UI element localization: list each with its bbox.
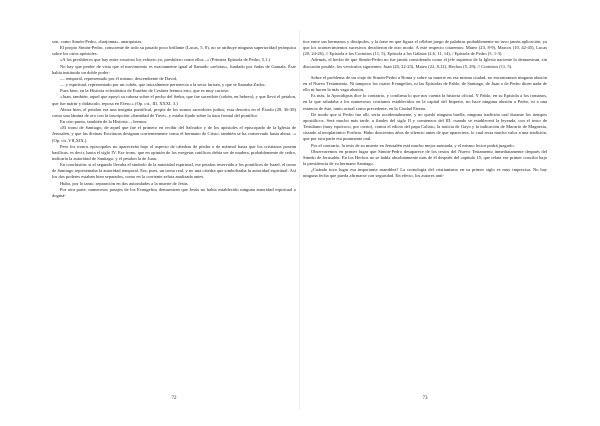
paragraph: ¿Cuándo tuvo lugar esa importante asamblea? La cronología del cristianismo en su primer siglo es muy imprecisa. No hay ninguna fecha que pueda afirmarse con seguridad. En efecto, los autores anti- xyxy=(303,167,547,179)
paragraph: Ahora bien, el petalon era una insignia pontifical, propia de los sumos sacerdotes judíos; esta descrito en el Éxodo (28, 36-38) como una lámina de oro con la inscripción «Santidad de Yavé», y estaba fijado sobre la tiara frontal del pontífice. xyxy=(52,106,296,118)
paragraph: Por otra parte, numerosos pasajes de los Evangelios demuestran que Jesús no había establecido ninguna autoridad espiritual o dogmá- xyxy=(52,186,296,198)
right-page-number: 73 xyxy=(422,396,428,401)
paragraph: Pero los tronos episcopales no aparecerán bajo el aspecto de cátedras de piedra o de mármol hasta que los cristianos posean basílicas, es decir, hasta el siglo IV. Ese trono, que en opinión de los exegetas católicos debía ser de madera, probablemente de cedro, indicaría la autoridad de Santiago, y el petalon la de Juan. xyxy=(52,143,296,161)
left-page-text xyxy=(52,39,296,385)
right-page-text xyxy=(303,39,547,385)
paragraph: — temporal, representado por él mismo, descendiente de David, xyxy=(60,75,178,81)
paragraph: son, como Simón-Pedro, «barjonna», anarquistas. xyxy=(52,39,143,44)
paragraph: Hubo, por lo tanto, separación en dos autoridades a la muerte de Jesús. xyxy=(60,180,189,186)
paragraph: En otro punto, también de la Historia..., leemos: xyxy=(60,119,148,125)
paragraph: De modo que si Pedro fue allí, sería accidentalmente, y no quedó ninguna huella, ninguna tradición oral durante los tiempos apostólicos. Será mucho más tarde, a finales del siglo II y comienzos del III, cuando se establecerá la leyenda, con el texto de Tertuliano (muy equívoco, por cierto), contra el edicto del papa Calixto, la noticia de Gayo y la indicación de Macario de Magnesia, citando al neoplatónico Porfirio. Hubo doscientos años de silencio antes de que apareciera, lo cual resta mucho valor a una tradición, que por otra parte era puramente oral. xyxy=(303,111,547,142)
paragraph: En conclusión: si el segundo llevaba el símbolo de la autoridad espiritual, ese petalon reservado a los pontífices de Israel, el trono de Santiago representaba la autoridad temporal. Era, pues, un trono real, y no una cátedra que simbolizaba la autoridad espiritual. Así los dos poderes estaban bien separados, como en la corriente zelota analizada antes. xyxy=(52,162,296,180)
paragraph: «Juan, también, aquel que apoyó su cabeza sobre el pecho del Señor, que fue sacerdote (cohén, en hebreo), y que llevó el petalon, que fue mártir y didáscalo, reposa en Efeso.» (Op. cit., III, XXXI, 3.) xyxy=(52,94,296,106)
page-gutter xyxy=(299,30,300,410)
paragraph: «A los presbíteros que hay entre vosotros los exhorto yo, presbítero como ellos...» (Primera Epístola de Pedro, 5,1.) xyxy=(60,57,271,63)
paragraph: tica entre sus hermanos y discípulos, y la frase en que figura el célebre juego de palabras probablemente no tuvo jamás aplicación, ya que los acontecimientos sucesivos decidieron de otro modo. A este respecto citaremos: Mateo (23, 8-9), Marcos (10, 42-45), Lucas (20, 24-26), // Epístola a los Corintios (11, 5), Epístola a los Gálatas (2,6, 11, 14), / Epístola de Pedro (5, 1-3). xyxy=(303,39,547,57)
paragraph: Es más, la Apocalipsis dice lo contrario, y confirma lo que nos cuenta la historia oficial. Y Pablo, en su Epístola a los romanos, en la que saludaba a los numerosos cristianos establecidos en la capital del Imperio, no hace ninguna alusión a Pedro, ni a una estancia de éste, tanto actual como precedente, en la Ciudad Eterna. xyxy=(303,93,547,111)
paragraph: Pues bien, en la Historia eclesiástica de Eusebio de Cesárea leemos esto, que es muy curioso: xyxy=(60,88,230,94)
paragraph: Además, el hecho de que Simón-Pedro no fue jamás considerado como el jefe supremo de la Iglesia naciente lo demuestran, sin discusión posible, los versículos siguientes: Juan (20, 22-23), Mateo (22, 8,12), Hechos (5, 29), // Corintios (11, 5). xyxy=(303,57,547,69)
paragraph: Por el contrario, la tesis de su muerte en Jerusalén está mucho mejor asentada, y el mismo lector podrá juzgarlo. xyxy=(311,142,515,148)
paragraph: No hay que perder de vista que el movimiento es exactamente igual al llamado «zelotas», fundado por Judas de Gamala. Éste había instituido un doble poder: xyxy=(52,63,296,75)
paragraph: Observaremos en primer lugar que Simón-Pedro desaparece de los textos del Nuevo Testamento inmediatamente después del Sinedo de Jerusalén. En los Hechos no se habla absolutamente más de él después del capítulo 15, que relata ese primer concilio bajo la presidencia de su hermano Santiago. xyxy=(303,148,547,166)
paragraph: El propio Simón-Pedro, consciente de todo su pasado poco brillante (Lucas, 5, 8), no se atribuye ninguna superioridad jerárquica sobre los otros apóstoles: xyxy=(52,45,296,57)
paragraph: Sobre el problema de un viaje de Simón-Pedro a Roma y sobre su muerte en esa misma ciudad, no encontramos ninguna alusión en el Nuevo Testamento. Ni tampoco los cuatro Evangelios, ni las Epístolas de Pablo, de Santiago, de Juan o de Pedro dicen nada de ello ni hacen la más vaga alusión. xyxy=(303,74,547,93)
paragraph: — y espiritual, representado por un cohén, que inicialmente pertenecía a la secta farisea, y que se llamaba Zadoc. xyxy=(60,82,267,88)
paragraph: «El trono de Santiago, de aquel que fue el primero en recibir del Salvador y de los apóstoles el episcopado de la Iglesia de Jerusalén, y que las divinas Escrituras designan corrientemente como el hermano de Cristo, también se ha conservado hasta ahora...» (Op. cit.,VII,XIX.) xyxy=(52,125,296,143)
left-page-number: 72 xyxy=(171,396,177,401)
